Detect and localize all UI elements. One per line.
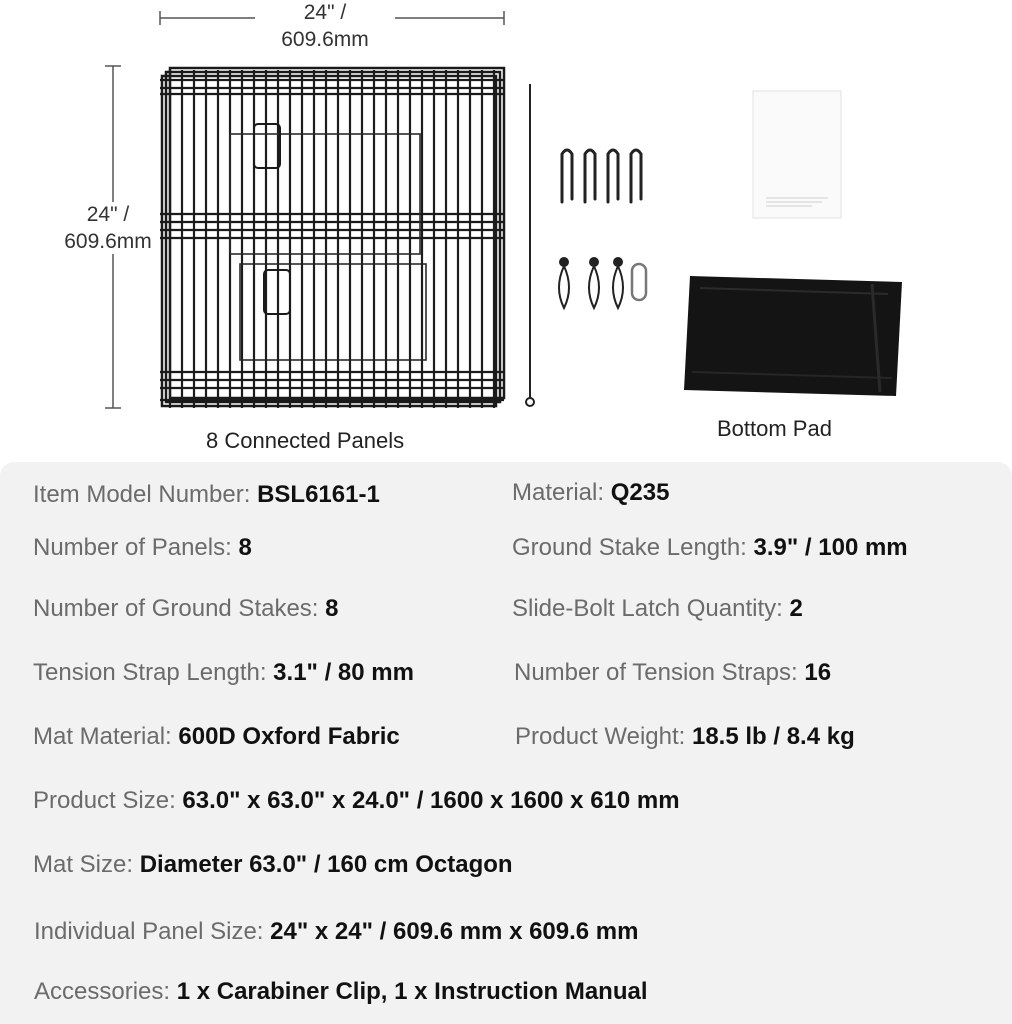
instruction-manual-image <box>752 90 842 220</box>
spec-label: Slide-Bolt Latch Quantity: <box>512 595 790 622</box>
height-label-line1: 24" / <box>86 203 130 226</box>
pad-caption: Bottom Pad <box>717 416 832 441</box>
spec-model <box>33 481 380 509</box>
spec-accessories <box>34 978 648 1006</box>
spec-panels <box>33 534 252 562</box>
spec-straps <box>514 659 831 687</box>
spec-value: 600D Oxford Fabric <box>178 723 400 750</box>
fence-panels-image <box>160 64 510 414</box>
spec-value: 8 <box>238 534 252 561</box>
spec-value: 3.1" / 80 mm <box>273 659 414 686</box>
spec-label: Item Model Number: <box>33 481 258 508</box>
spec-value: 8 <box>325 595 339 622</box>
spec-label: Material: <box>512 479 611 506</box>
spec-strap-length <box>33 659 414 687</box>
height-dimension-label <box>52 202 164 254</box>
spec-latch <box>512 595 803 623</box>
spec-material <box>512 479 669 507</box>
specifications-panel <box>0 462 1012 1024</box>
spec-label: Ground Stake Length: <box>512 534 754 561</box>
ground-stakes-image <box>552 144 652 206</box>
spec-label: Product Weight: <box>515 723 692 750</box>
spec-label: Mat Size: <box>33 851 140 878</box>
carabiner-clip-icon <box>632 264 646 300</box>
spec-value: 18.5 lb / 8.4 kg <box>691 723 855 750</box>
width-dimension-label <box>255 0 395 52</box>
spec-mat-material <box>33 723 400 751</box>
spec-stake-length <box>512 534 908 562</box>
spec-value: Q235 <box>610 479 670 506</box>
spec-label: Mat Material: <box>33 723 179 750</box>
panels-caption: 8 Connected Panels <box>206 428 405 453</box>
spec-value: Diameter 63.0" / 160 cm Octagon <box>139 851 513 878</box>
spec-stakes <box>33 595 339 623</box>
spec-label: Accessories: <box>34 978 177 1005</box>
spec-mat-size <box>33 851 513 879</box>
spec-value: 2 <box>789 595 803 622</box>
spec-label: Number of Ground Stakes: <box>33 595 326 622</box>
spec-value: 24" x 24" / 609.6 mm x 609.6 mm <box>270 918 639 945</box>
spec-label: Number of Panels: <box>33 534 239 561</box>
bottom-pad-image <box>682 272 908 402</box>
width-label-line2: 609.6mm <box>281 28 369 51</box>
spec-label: Tension Strap Length: <box>33 659 274 686</box>
spec-value: 1 x Carabiner Clip, 1 x Instruction Manual <box>176 978 648 1005</box>
connecting-rod-image <box>520 80 540 410</box>
spec-value: BSL6161-1 <box>257 481 380 508</box>
spec-weight <box>515 723 855 751</box>
tension-straps-image <box>552 252 662 314</box>
spec-label: Number of Tension Straps: <box>514 659 805 686</box>
spec-product-size <box>33 787 680 815</box>
width-label-line1: 24" / <box>303 1 347 24</box>
height-label-line2: 609.6mm <box>64 230 152 253</box>
spec-label: Individual Panel Size: <box>34 918 271 945</box>
spec-value: 63.0" x 63.0" x 24.0" / 1600 x 1600 x 610 mm <box>182 787 680 814</box>
spec-value: 16 <box>804 659 832 686</box>
spec-label: Product Size: <box>33 787 183 814</box>
spec-value: 3.9" / 100 mm <box>753 534 908 561</box>
product-image-area <box>0 0 1012 462</box>
spec-panel-size <box>34 918 639 946</box>
